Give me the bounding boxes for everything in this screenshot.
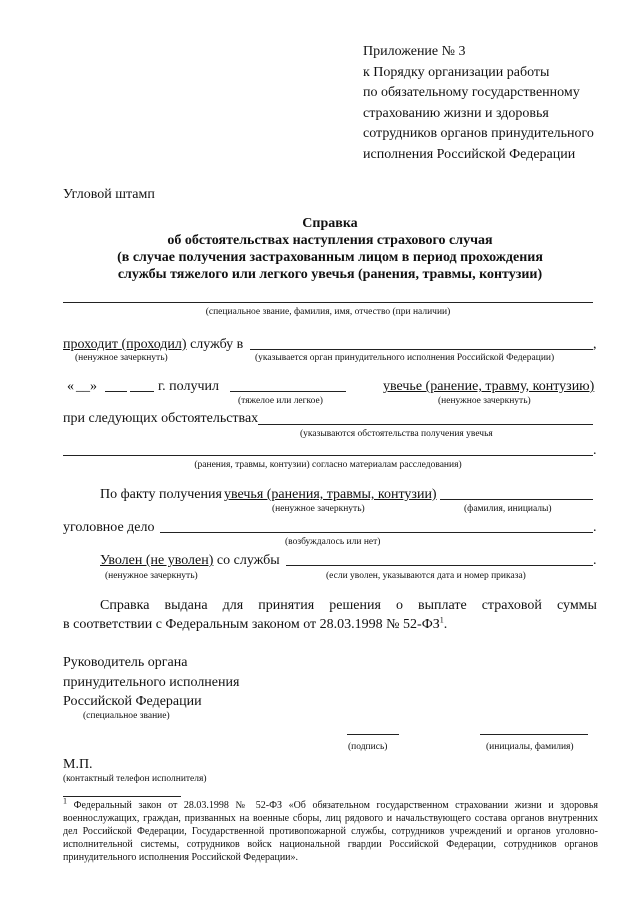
injury-type-field[interactable] [230,391,346,392]
circumstances-period: . [593,443,597,458]
seal-place: М.П. [63,757,93,772]
date-month-field[interactable] [105,391,127,392]
service-label [63,336,243,353]
criminal-field[interactable] [160,532,593,533]
dismissed-hint: (если уволен, указываются дата и номер приказа) [326,571,526,581]
rank-name-field[interactable] [63,302,593,303]
appendix-line: страхованию жизни и здоровья [363,105,549,121]
criminal-period: . [593,520,597,535]
title-line: Справка [302,216,358,231]
service-org-field[interactable] [250,349,593,350]
injury-type-hint: (тяжелое или легкое) [238,396,323,406]
signer-name-hint: (инициалы, фамилия) [486,742,574,752]
date-month-field-2[interactable] [130,391,154,392]
circumstances-label: при следующих обстоятельствах [63,411,259,426]
head-title-line: принудительного исполнения [63,674,240,690]
service-label-strike: проходит (проходил) [63,337,187,352]
title-line: службы тяжелого или легкого увечья (ранения, травмы, контузии) [117,267,543,282]
appendix-line: сотрудников органов принудительного [363,126,594,141]
injury-text: увечье (ранение, травму, контузию) [383,379,595,394]
title-line: (в случае получения застрахованным лицом в период прохождения [117,250,543,265]
purpose-word: выплате [417,598,467,613]
circumstances-hint: (указываются обстоятельства получения увечья [300,429,493,439]
service-strike-hint: (ненужное зачеркнуть) [75,353,168,363]
fact-prefix: По факту получения [100,487,222,502]
phone-hint: (контактный телефон исполнителя) [63,774,207,784]
service-comma: , [593,337,597,352]
purpose-word: страховой [481,598,542,613]
signer-name-field[interactable] [480,734,588,735]
dismissed-label-rest: со службы [216,553,280,568]
purpose-word: о [395,598,403,613]
purpose-word: принятия [258,598,315,613]
dismissed-label [100,552,280,569]
service-label-rest: службу в [190,337,244,352]
date-quote-close: » [90,379,97,394]
service-org-hint: (указывается орган принудительного исполнения Российской Федерации) [255,353,555,363]
injury-strike-hint: (ненужное зачеркнуть) [438,396,531,406]
year-suffix: г. получил [158,379,219,394]
date-quote-open: « [67,379,74,394]
document-title [60,215,600,283]
footnote-reference[interactable]: 1 [439,615,444,625]
footnote [63,796,598,864]
purpose-word: для [222,598,244,613]
appendix-line: исполнения Российской Федерации [363,146,576,162]
criminal-hint: (возбуждалось или нет) [285,537,381,547]
footnote-separator [63,796,181,797]
head-title-line: Российской Федерации [63,694,202,709]
dismissed-strike-hint: (ненужное зачеркнуть) [105,571,198,581]
purpose-period: . [443,617,448,632]
date-day-field[interactable]: __ [76,379,90,394]
footnote-text: Федеральный закон от 28.03.1998 № 52-ФЗ «Об обязательном государственном страховании жизни и здоровья военнослужащих, граждан, призванных на военные сборы, лиц рядового и начальствующего состава органов внутренних дел Российской Федерации, Государственной противопожарной службы, сотрудников учреждений и органов уголовно-исполнительной системы, сотрудников войск национальной гвардии Российской Федерации, сотрудников органов принудительного исполнения Российской Федерации». [63,800,598,863]
rank-hint: (специальное звание) [83,711,170,721]
purpose-line-2 [63,616,447,633]
head-title-line: Руководитель органа [63,655,188,670]
purpose-text: в соответствии с Федеральным законом от 28.03.1998 № 52-ФЗ [63,617,440,632]
rank-name-hint: (специальное звание, фамилия, имя, отчество (при наличии) [205,307,451,317]
appendix-line: по обязательному государственному [363,85,580,100]
head-title [63,653,239,712]
circumstances-field-2[interactable] [63,455,593,456]
title-line: об обстоятельствах наступления страхового случая [167,233,493,248]
dismissed-period: . [593,553,597,568]
dismissed-label-strike: Уволен (не уволен) [100,553,214,568]
fact-name-field[interactable] [440,499,593,500]
fact-injury: увечья (ранения, травмы, контузии) [224,487,437,502]
investigation-hint: (ранения, травмы, контузии) согласно материалам расследования) [194,460,462,470]
fact-name-hint: (фамилия, инициалы) [464,504,552,514]
fact-strike-hint: (ненужное зачеркнуть) [272,504,365,514]
purpose-word: решения [329,598,381,613]
signature-hint: (подпись) [348,742,388,752]
dismissed-field[interactable] [286,565,593,566]
purpose-word: Справка [100,598,150,613]
footnote-mark: 1 [63,796,67,806]
purpose-word: выдана [164,598,208,613]
purpose-line-1 [100,597,597,614]
signature-field[interactable] [347,734,399,735]
appendix-block [363,42,594,165]
purpose-word: суммы [556,598,597,613]
appendix-number: Приложение № 3 [363,44,466,59]
criminal-label: уголовное дело [63,520,155,535]
circumstances-field[interactable] [258,424,593,425]
corner-stamp-label: Угловой штамп [63,187,155,202]
appendix-line: к Порядку организации работы [363,64,550,80]
